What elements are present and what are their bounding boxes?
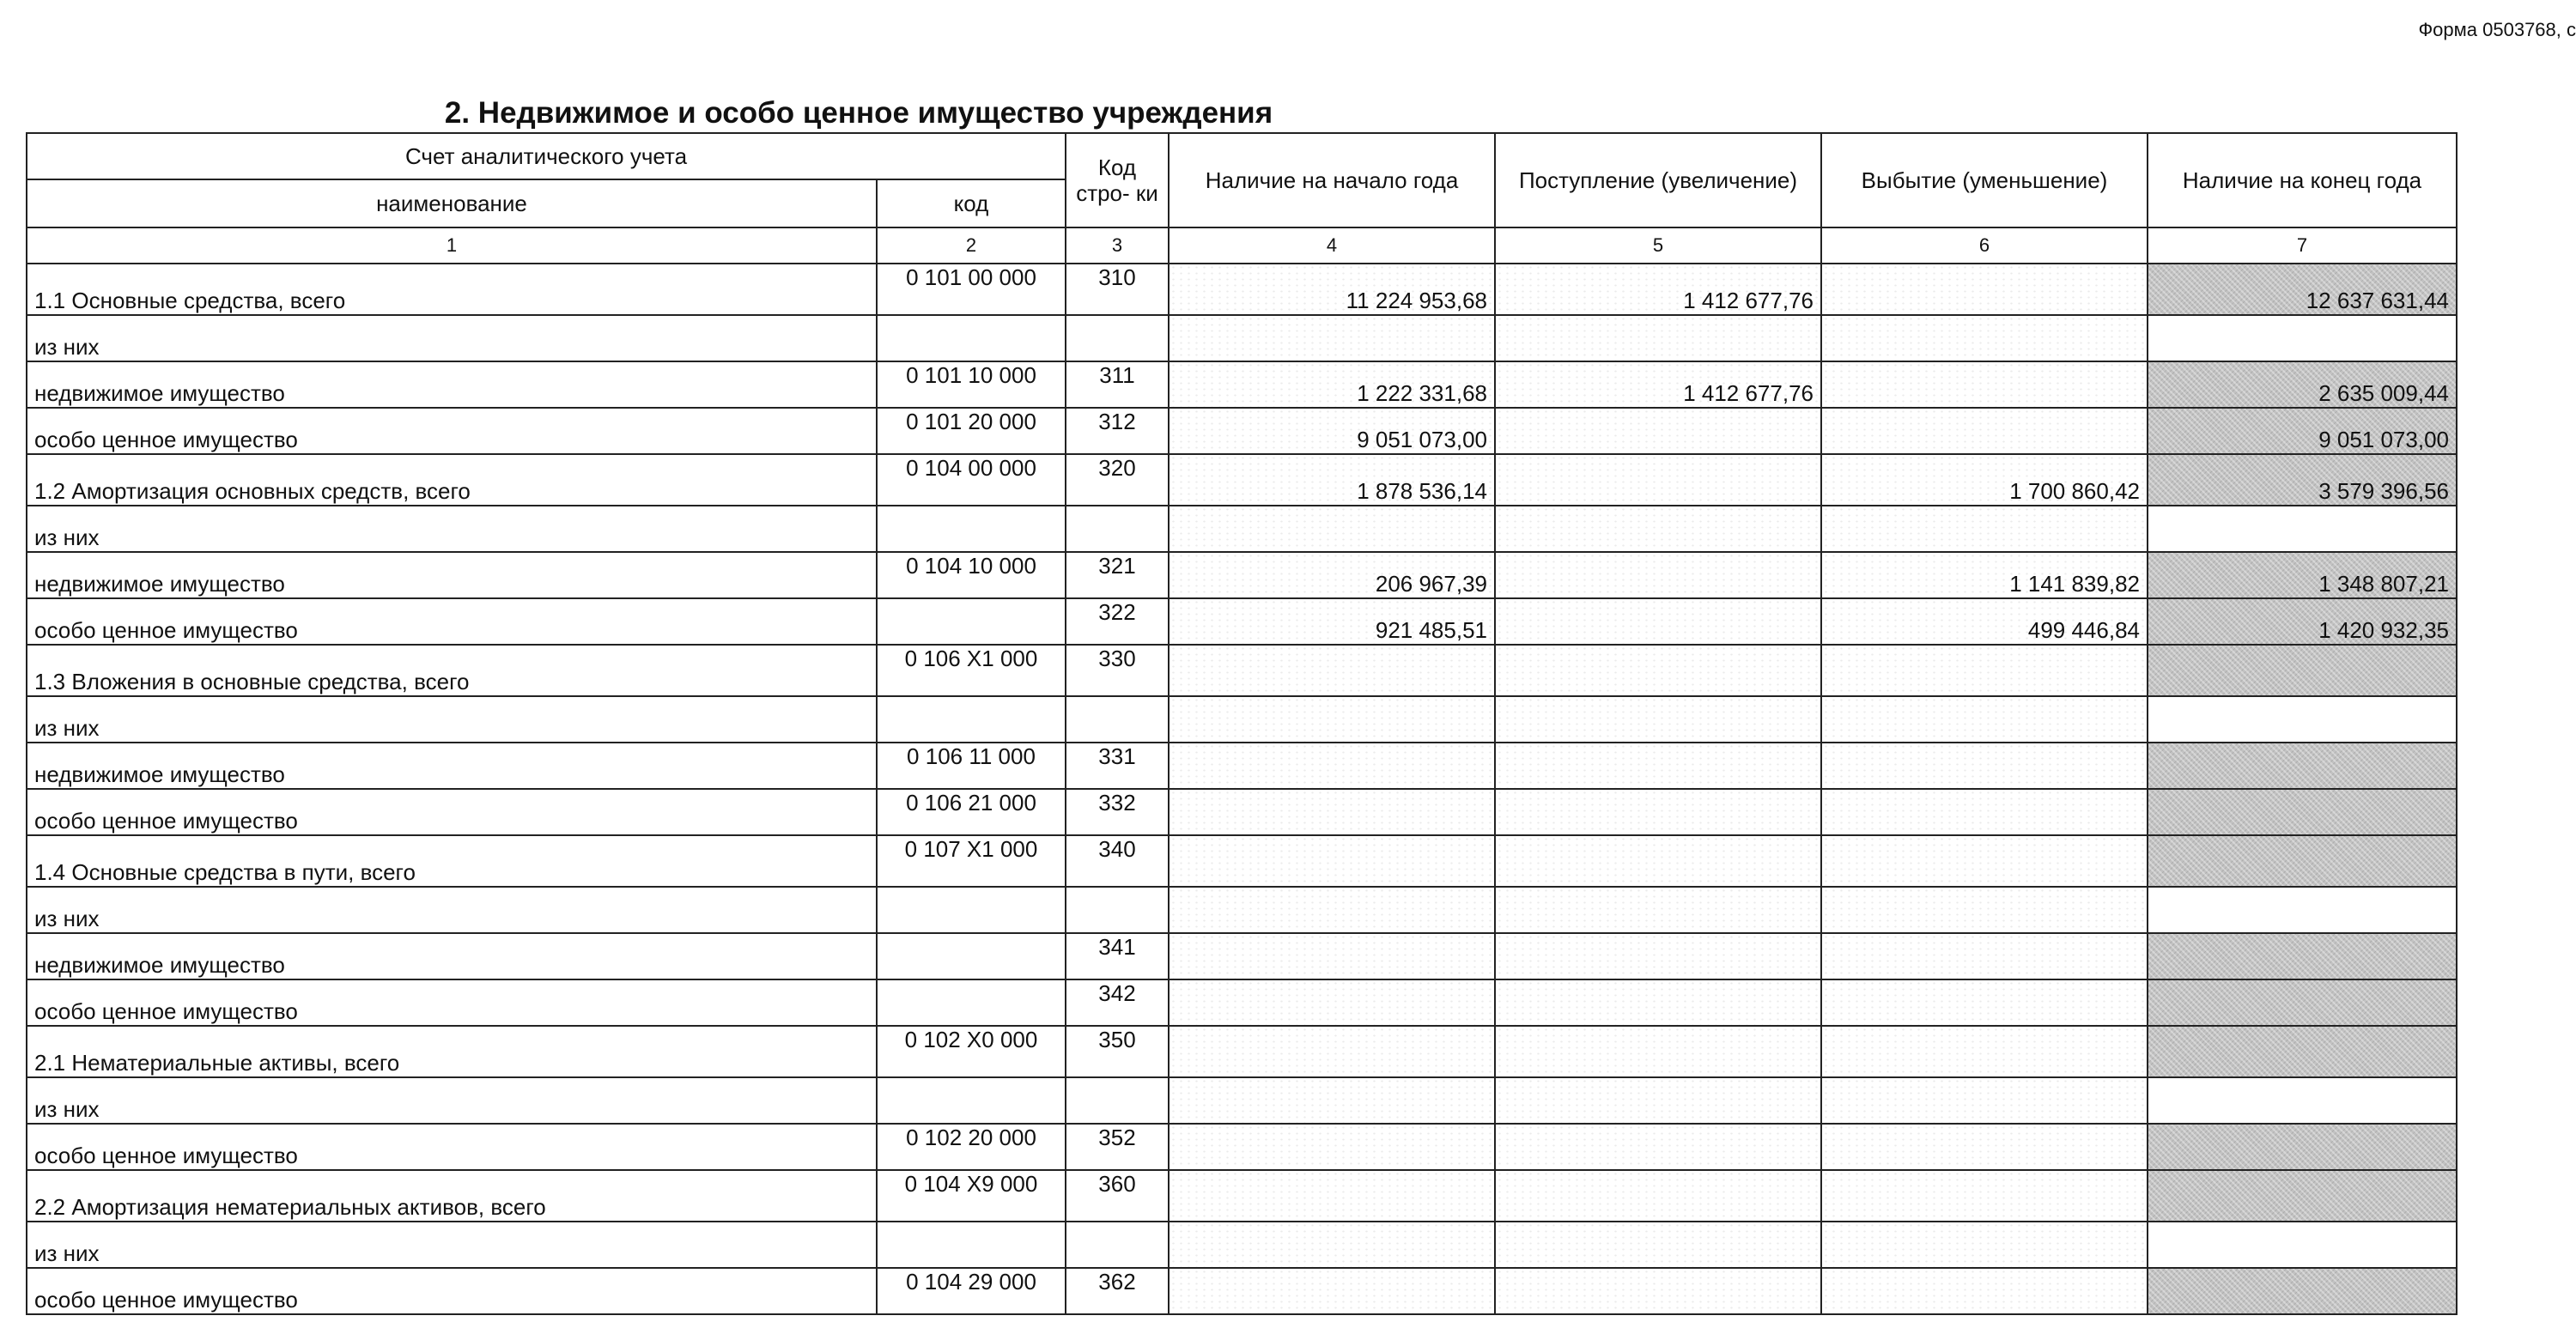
row-decrease-value (1821, 696, 2148, 743)
row-end-value (2148, 835, 2457, 887)
row-line-code: 311 (1066, 361, 1169, 408)
row-decrease-value: 1 700 860,42 (1821, 454, 2148, 506)
table-row (27, 1026, 2457, 1077)
row-increase-value (1495, 696, 1821, 743)
row-increase-value (1495, 598, 1821, 645)
row-decrease-value (1821, 887, 2148, 933)
row-line-code: 312 (1066, 408, 1169, 454)
row-begin-value (1169, 696, 1495, 743)
row-account-code (877, 598, 1066, 645)
row-decrease-value (1821, 743, 2148, 789)
row-end-value: 9 051 073,00 (2148, 408, 2457, 454)
row-begin-value (1169, 1222, 1495, 1268)
row-end-value: 12 637 631,44 (2148, 264, 2457, 315)
row-end-value (2148, 1026, 2457, 1077)
row-account-code: 0 104 29 000 (877, 1268, 1066, 1314)
table-row (27, 1077, 2457, 1124)
row-account-code: 0 104 00 000 (877, 454, 1066, 506)
row-account-code: 0 104 X9 000 (877, 1170, 1066, 1222)
table-row (27, 645, 2457, 696)
row-end-value (2148, 315, 2457, 361)
table-row (27, 1222, 2457, 1268)
column-numbers-row (27, 227, 2457, 264)
row-increase-value (1495, 1222, 1821, 1268)
row-line-code (1066, 887, 1169, 933)
row-decrease-value (1821, 408, 2148, 454)
row-decrease-value (1821, 506, 2148, 552)
row-account-code: 0 107 X1 000 (877, 835, 1066, 887)
row-decrease-value: 499 446,84 (1821, 598, 2148, 645)
row-increase-value (1495, 1026, 1821, 1077)
table-body (27, 264, 2457, 1314)
row-decrease-value (1821, 1222, 2148, 1268)
row-end-value (2148, 979, 2457, 1026)
row-increase-value (1495, 454, 1821, 506)
row-name: 1.3 Вложения в основные средства, всего (27, 645, 877, 696)
row-line-code (1066, 1222, 1169, 1268)
row-account-code (877, 506, 1066, 552)
row-increase-value (1495, 743, 1821, 789)
row-line-code (1066, 315, 1169, 361)
row-name: недвижимое имущество (27, 743, 877, 789)
row-decrease-value (1821, 1170, 2148, 1222)
row-end-value: 1 420 932,35 (2148, 598, 2457, 645)
table-row (27, 454, 2457, 506)
row-name: из них (27, 1222, 877, 1268)
assets-table (26, 132, 2458, 1315)
row-begin-value: 1 878 536,14 (1169, 454, 1495, 506)
header-increase: Поступление (увеличение) (1495, 133, 1821, 227)
row-line-code (1066, 506, 1169, 552)
row-line-code: 350 (1066, 1026, 1169, 1077)
row-line-code: 332 (1066, 789, 1169, 835)
row-decrease-value: 1 141 839,82 (1821, 552, 2148, 598)
report-title: 2. Недвижимое и особо ценное имущество учреждения (444, 96, 1273, 130)
header-line-code: Код стро- ки (1066, 133, 1169, 227)
row-end-value: 1 348 807,21 (2148, 552, 2457, 598)
header-begin: Наличие на начало года (1169, 133, 1495, 227)
row-account-code: 0 102 20 000 (877, 1124, 1066, 1170)
table-header (27, 133, 2457, 264)
row-begin-value (1169, 1124, 1495, 1170)
column-number: 2 (877, 227, 1066, 264)
row-end-value (2148, 933, 2457, 979)
column-number: 4 (1169, 227, 1495, 264)
row-begin-value (1169, 835, 1495, 887)
row-account-code (877, 979, 1066, 1026)
row-name: особо ценное имущество (27, 1124, 877, 1170)
table-row (27, 835, 2457, 887)
row-begin-value (1169, 645, 1495, 696)
row-begin-value (1169, 789, 1495, 835)
row-account-code: 0 101 10 000 (877, 361, 1066, 408)
table-row (27, 696, 2457, 743)
row-end-value (2148, 645, 2457, 696)
header-end: Наличие на конец года (2148, 133, 2457, 227)
row-account-code: 0 101 20 000 (877, 408, 1066, 454)
header-code: код (877, 179, 1066, 227)
row-name: из них (27, 315, 877, 361)
column-number: 1 (27, 227, 877, 264)
row-line-code: 352 (1066, 1124, 1169, 1170)
table-row (27, 552, 2457, 598)
row-line-code: 331 (1066, 743, 1169, 789)
row-name: из них (27, 506, 877, 552)
row-name: из них (27, 696, 877, 743)
row-end-value: 2 635 009,44 (2148, 361, 2457, 408)
row-increase-value (1495, 315, 1821, 361)
table-row (27, 743, 2457, 789)
row-name: из них (27, 1077, 877, 1124)
header-decrease: Выбытие (уменьшение) (1821, 133, 2148, 227)
row-account-code (877, 887, 1066, 933)
row-begin-value: 1 222 331,68 (1169, 361, 1495, 408)
row-begin-value (1169, 1268, 1495, 1314)
table-row (27, 315, 2457, 361)
table-row (27, 789, 2457, 835)
row-begin-value (1169, 506, 1495, 552)
table-row (27, 1170, 2457, 1222)
row-end-value (2148, 743, 2457, 789)
row-increase-value: 1 412 677,76 (1495, 264, 1821, 315)
row-account-code (877, 1222, 1066, 1268)
header-account: Счет аналитического учета (27, 133, 1066, 179)
row-end-value (2148, 1077, 2457, 1124)
row-line-code: 330 (1066, 645, 1169, 696)
row-increase-value (1495, 645, 1821, 696)
table-row (27, 979, 2457, 1026)
row-line-code: 342 (1066, 979, 1169, 1026)
row-begin-value (1169, 1077, 1495, 1124)
header-name: наименование (27, 179, 877, 227)
row-line-code: 360 (1066, 1170, 1169, 1222)
row-decrease-value (1821, 645, 2148, 696)
row-begin-value (1169, 1170, 1495, 1222)
row-name: особо ценное имущество (27, 979, 877, 1026)
table-row (27, 598, 2457, 645)
row-increase-value (1495, 1170, 1821, 1222)
row-end-value (2148, 696, 2457, 743)
row-increase-value (1495, 408, 1821, 454)
row-line-code: 321 (1066, 552, 1169, 598)
row-begin-value: 921 485,51 (1169, 598, 1495, 645)
table-row (27, 506, 2457, 552)
table-row (27, 361, 2457, 408)
row-name: особо ценное имущество (27, 408, 877, 454)
table-row (27, 408, 2457, 454)
row-account-code: 0 106 11 000 (877, 743, 1066, 789)
row-decrease-value (1821, 264, 2148, 315)
row-account-code: 0 101 00 000 (877, 264, 1066, 315)
row-end-value (2148, 1124, 2457, 1170)
row-end-value (2148, 789, 2457, 835)
row-increase-value (1495, 552, 1821, 598)
row-begin-value (1169, 933, 1495, 979)
row-line-code: 320 (1066, 454, 1169, 506)
row-account-code: 0 104 10 000 (877, 552, 1066, 598)
row-decrease-value (1821, 315, 2148, 361)
row-decrease-value (1821, 933, 2148, 979)
row-increase-value (1495, 933, 1821, 979)
row-name: недвижимое имущество (27, 361, 877, 408)
row-begin-value (1169, 1026, 1495, 1077)
form-code-label: Форма 0503768, с (2418, 19, 2576, 40)
row-decrease-value (1821, 361, 2148, 408)
row-increase-value: 1 412 677,76 (1495, 361, 1821, 408)
row-increase-value (1495, 835, 1821, 887)
row-end-value (2148, 887, 2457, 933)
row-begin-value: 206 967,39 (1169, 552, 1495, 598)
row-decrease-value (1821, 1026, 2148, 1077)
row-name: особо ценное имущество (27, 789, 877, 835)
row-line-code: 340 (1066, 835, 1169, 887)
row-begin-value (1169, 887, 1495, 933)
row-begin-value (1169, 743, 1495, 789)
table-row (27, 933, 2457, 979)
row-decrease-value (1821, 835, 2148, 887)
row-end-value (2148, 1170, 2457, 1222)
row-line-code (1066, 696, 1169, 743)
row-account-code (877, 696, 1066, 743)
column-number: 6 (1821, 227, 2148, 264)
row-line-code: 341 (1066, 933, 1169, 979)
row-decrease-value (1821, 1268, 2148, 1314)
row-account-code (877, 1077, 1066, 1124)
row-name: из них (27, 887, 877, 933)
row-line-code: 310 (1066, 264, 1169, 315)
row-increase-value (1495, 1077, 1821, 1124)
row-increase-value (1495, 1124, 1821, 1170)
row-name: особо ценное имущество (27, 1268, 877, 1314)
row-name: 1.1 Основные средства, всего (27, 264, 877, 315)
row-decrease-value (1821, 1124, 2148, 1170)
row-line-code: 322 (1066, 598, 1169, 645)
row-account-code: 0 106 X1 000 (877, 645, 1066, 696)
row-decrease-value (1821, 979, 2148, 1026)
row-account-code (877, 315, 1066, 361)
row-name: 2.1 Нематериальные активы, всего (27, 1026, 877, 1077)
row-account-code: 0 102 X0 000 (877, 1026, 1066, 1077)
row-account-code: 0 106 21 000 (877, 789, 1066, 835)
row-decrease-value (1821, 789, 2148, 835)
row-name: 1.2 Амортизация основных средств, всего (27, 454, 877, 506)
column-number: 7 (2148, 227, 2457, 264)
row-end-value (2148, 1222, 2457, 1268)
row-decrease-value (1821, 1077, 2148, 1124)
row-begin-value: 11 224 953,68 (1169, 264, 1495, 315)
table-row (27, 264, 2457, 315)
row-end-value (2148, 1268, 2457, 1314)
row-increase-value (1495, 1268, 1821, 1314)
row-increase-value (1495, 506, 1821, 552)
table-row (27, 887, 2457, 933)
table-row (27, 1268, 2457, 1314)
row-name: недвижимое имущество (27, 552, 877, 598)
row-end-value (2148, 506, 2457, 552)
table-row (27, 1124, 2457, 1170)
row-end-value: 3 579 396,56 (2148, 454, 2457, 506)
row-name: особо ценное имущество (27, 598, 877, 645)
row-begin-value: 9 051 073,00 (1169, 408, 1495, 454)
column-number: 3 (1066, 227, 1169, 264)
row-name: недвижимое имущество (27, 933, 877, 979)
row-increase-value (1495, 789, 1821, 835)
row-line-code (1066, 1077, 1169, 1124)
row-increase-value (1495, 979, 1821, 1026)
row-account-code (877, 933, 1066, 979)
row-begin-value (1169, 979, 1495, 1026)
row-increase-value (1495, 887, 1821, 933)
row-name: 2.2 Амортизация нематериальных активов, всего (27, 1170, 877, 1222)
column-number: 5 (1495, 227, 1821, 264)
row-name: 1.4 Основные средства в пути, всего (27, 835, 877, 887)
row-line-code: 362 (1066, 1268, 1169, 1314)
row-begin-value (1169, 315, 1495, 361)
